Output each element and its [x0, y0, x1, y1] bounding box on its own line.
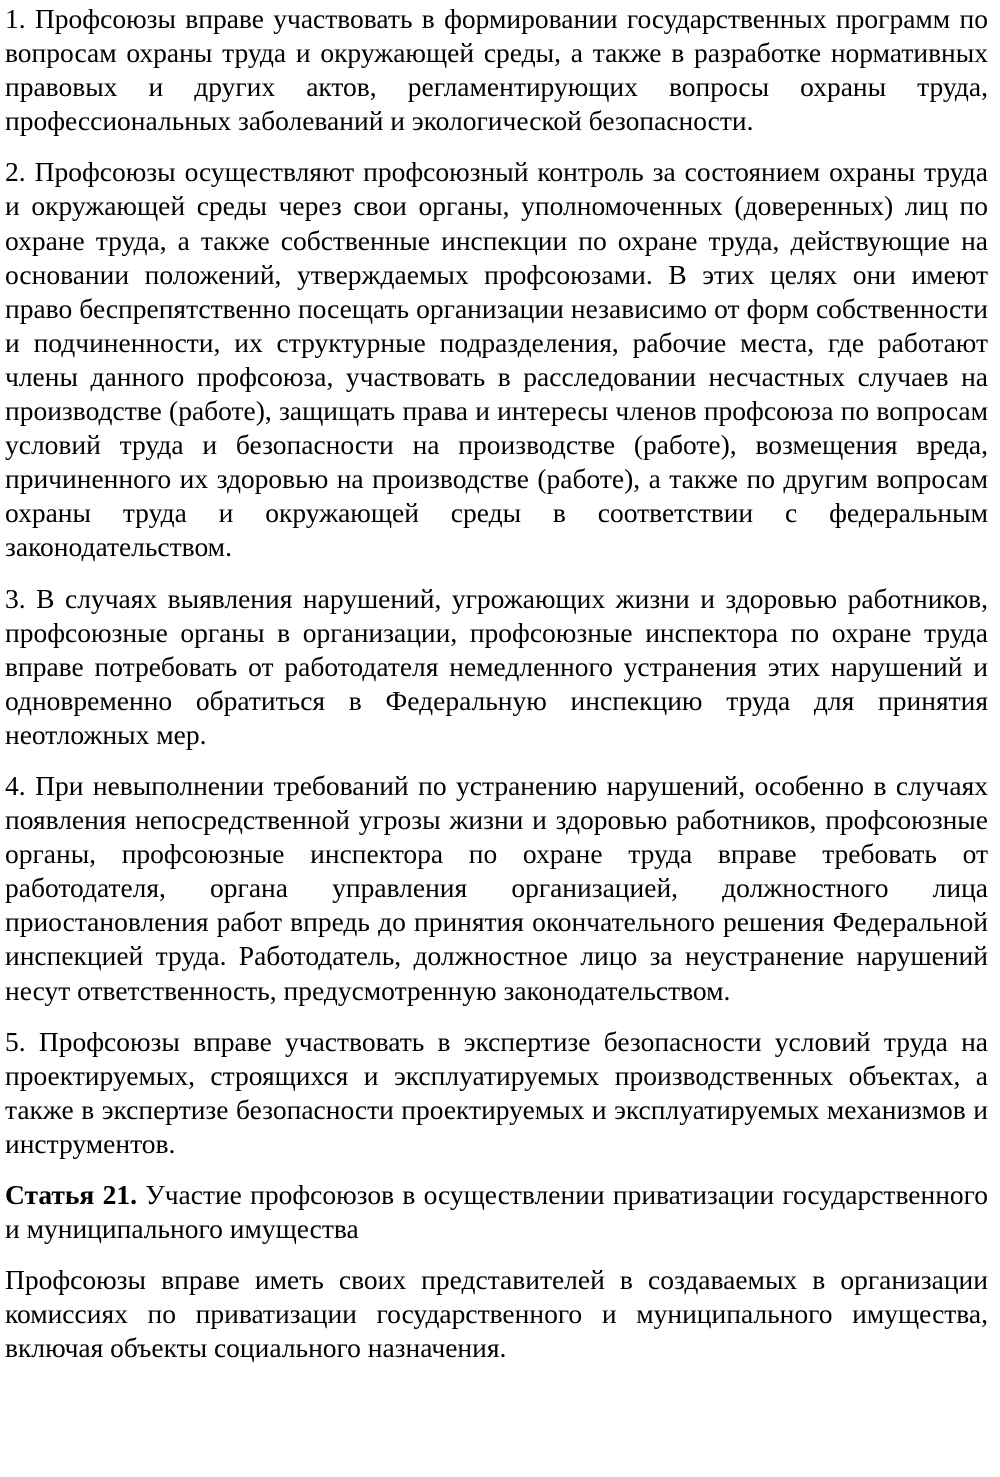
paragraph-4: 4. При невыполнении требований по устранению нарушений, особенно в случаях появления непосредственной угрозы жизни и здоровью работников, профсоюзные органы, профсоюзные инспектора по охране труда вправе требовать от работодателя, органа управления организацией, должностного лица приостановления работ впредь до принятия окончательного решения Федеральной инспекцией труда. Работодатель, должностное лицо за неустранение нарушений несут ответственность, предусмотренную законодательством. — [5, 769, 988, 1006]
article-number: Статья 21. — [5, 1179, 137, 1210]
paragraph-3: 3. В случаях выявления нарушений, угрожающих жизни и здоровью работников, профсоюзные органы в организации, профсоюзные инспектора по охране труда вправе потребовать от работодателя немедленного устранения этих нарушений и одновременно обратиться в Федеральную инспекцию труда для принятия неотложных мер. — [5, 582, 988, 750]
paragraph-1: 1. Профсоюзы вправе участвовать в формировании государственных программ по вопросам охраны труда и окружающей среды, а также в разработке нормативных правовых и других актов, регламентирующих вопросы охраны труда, профессиональных заболеваний и экологической безопасности. — [5, 3, 988, 137]
article-title: Участие профсоюзов в осуществлении приватизации государственного и муниципального имущества — [5, 1179, 989, 1245]
paragraph-5: 5. Профсоюзы вправе участвовать в экспертизе безопасности условий труда на проектируемых, строящихся и эксплуатируемых производственных объектах, а также в экспертизе безопасности проектируемых и эксплуатируемых механизмов и инструментов. — [5, 1025, 988, 1159]
paragraph-2: 2. Профсоюзы осуществляют профсоюзный контроль за состоянием охраны труда и окружающей среды через свои органы, уполномоченных (доверенных) лиц по охране труда, а также собственные инспекции по охране труда, действующие на основании положений, утверждаемых профсоюзами. В этих целях они имеют право беспрепятственно посещать организации независимо от форм собственности и подчиненности, их структурные подразделения, рабочие места, где работают члены данного профсоюза, участвовать в расследовании несчастных случаев на производстве (работе), защищать права и интересы членов профсоюза по вопросам условий труда и безопасности на производстве (работе), возмещения вреда, причиненного их здоровью на производстве (работе), а также по другим вопросам охраны труда и окружающей среды в соответствии с федеральным законодательством. — [5, 156, 988, 563]
article-heading — [5, 1178, 988, 1246]
document-page — [5, 2, 988, 1382]
final-paragraph: Профсоюзы вправе иметь своих представителей в создаваемых в организации комиссиях по приватизации государственного и муниципального имущества, включая объекты социального назначения. — [5, 1264, 988, 1364]
